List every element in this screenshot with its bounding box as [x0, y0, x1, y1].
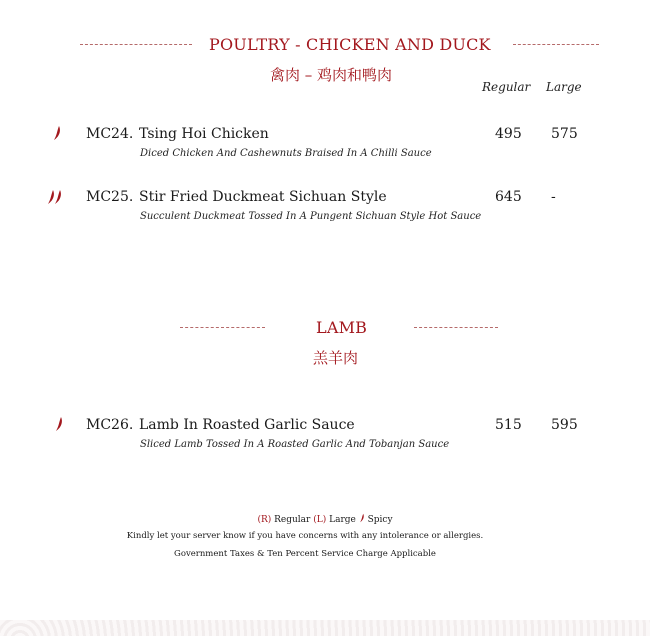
section-divider-left [180, 327, 265, 328]
chili-icon [52, 125, 62, 141]
item-name: Stir Fried Duckmeat Sichuan Style [139, 189, 387, 205]
item-name: Lamb In Roasted Garlic Sauce [139, 417, 355, 433]
legend-large-abbr: (L) [313, 515, 327, 525]
allergy-note: Kindly let your server know if you have concerns with any intolerance or allergies. [126, 531, 484, 541]
item-code: MC25. [86, 189, 134, 205]
legend-large-label: Large [329, 515, 356, 525]
chili-icon [54, 416, 64, 432]
column-header-regular: Regular [482, 80, 531, 94]
tax-note: Government Taxes & Ten Percent Service Charge Applicable [174, 549, 436, 559]
item-price-large: - [551, 189, 556, 205]
section-title-lamb-cn: 羔羊肉 [313, 349, 359, 367]
legend-regular-abbr: (R) [257, 515, 272, 525]
item-price-regular: 515 [495, 417, 522, 433]
item-code: MC26. [86, 417, 134, 433]
item-price-large: 575 [551, 126, 578, 142]
legend-spicy-label: Spicy [367, 515, 393, 525]
item-name: Tsing Hoi Chicken [139, 126, 269, 142]
item-price-large: 595 [551, 417, 578, 433]
legend-regular-label: Regular [274, 515, 311, 525]
section-title-poultry-cn: 禽肉 – 鸡肉和鸭肉 [270, 66, 393, 84]
item-price-regular: 495 [495, 126, 522, 142]
section-title-poultry: POULTRY - CHICKEN AND DUCK [209, 35, 491, 54]
item-description: Diced Chicken And Cashewnuts Braised In A Chilli Sauce [140, 148, 432, 159]
item-code: MC24. [86, 126, 134, 142]
section-divider-right [513, 44, 599, 45]
legend [0, 513, 650, 525]
item-description: Succulent Duckmeat Tossed In A Pungent Sichuan Style Hot Sauce [140, 211, 482, 222]
item-description: Sliced Lamb Tossed In A Roasted Garlic And Tobanjan Sauce [140, 439, 450, 450]
chili-icon [359, 513, 365, 523]
section-divider-left [80, 44, 192, 45]
chili-icon [53, 189, 63, 205]
section-divider-right [414, 327, 498, 328]
column-header-large: Large [546, 80, 582, 94]
item-price-regular: 645 [495, 189, 522, 205]
section-title-lamb: LAMB [316, 318, 368, 337]
decorative-border [0, 620, 650, 636]
